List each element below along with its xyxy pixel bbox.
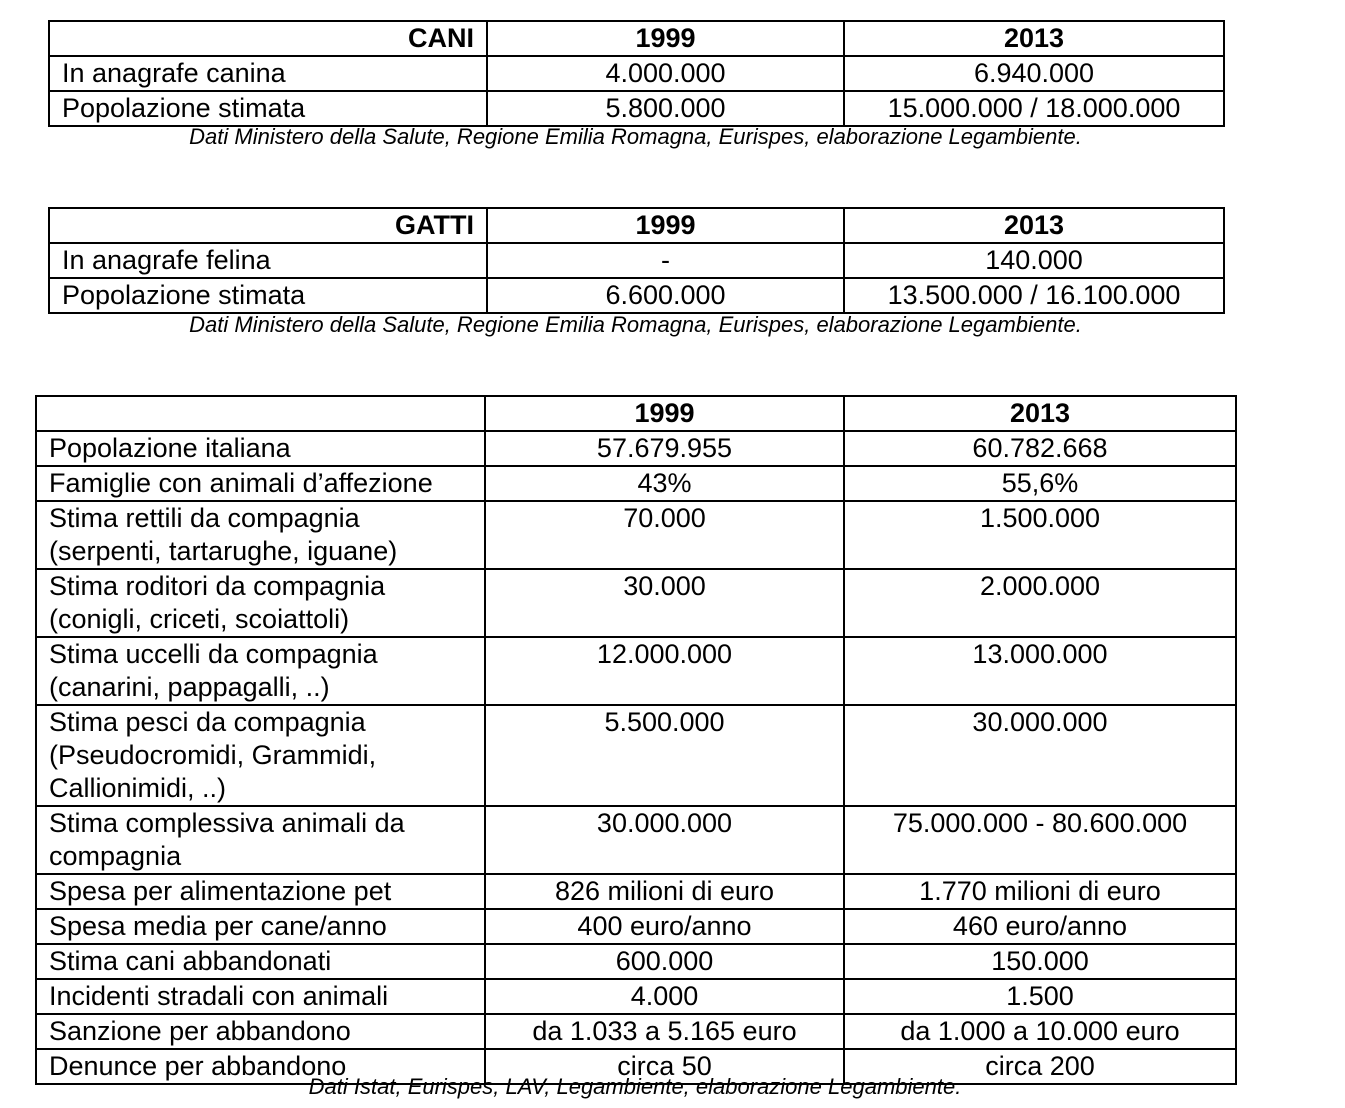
table-row bbox=[36, 1014, 1236, 1049]
table-row bbox=[36, 637, 1236, 705]
row-label-cell: Popolazione italiana bbox=[36, 431, 485, 466]
table-row bbox=[49, 91, 1224, 126]
row-label-cell: Incidenti stradali con animali bbox=[36, 979, 485, 1014]
table-row bbox=[36, 909, 1236, 944]
value-1999-cell: 400 euro/anno bbox=[485, 909, 844, 944]
value-1999-cell: 6.600.000 bbox=[487, 278, 844, 313]
value-2013-cell: 75.000.000 - 80.600.000 bbox=[844, 806, 1236, 874]
table-row bbox=[49, 278, 1224, 313]
row-label-cell: Stima pesci da compagnia (Pseudocromidi, Grammidi, Callionimidi, ..) bbox=[36, 705, 485, 806]
generale-table-caption: Dati Istat, Eurispes, LAV, Legambiente, elaborazione Legambiente. bbox=[308, 1074, 962, 1099]
value-1999-cell: circa 50 bbox=[485, 1049, 844, 1084]
row-label-cell: Stima uccelli da compagnia (canarini, pappagalli, ..) bbox=[36, 637, 485, 705]
value-2013-cell: da 1.000 a 10.000 euro bbox=[844, 1014, 1236, 1049]
header-row bbox=[49, 208, 1224, 243]
header-year-cell: 1999 bbox=[485, 396, 844, 431]
header-title-cell: CANI bbox=[49, 21, 487, 56]
header-year-cell: 1999 bbox=[487, 21, 844, 56]
cani-table bbox=[48, 20, 1225, 127]
row-label-cell: In anagrafe canina bbox=[49, 56, 487, 91]
gatti-table bbox=[48, 207, 1225, 314]
header-year-cell: 2013 bbox=[844, 21, 1224, 56]
row-label-cell: Stima rettili da compagnia (serpenti, tartarughe, iguane) bbox=[36, 501, 485, 569]
value-2013-cell: 55,6% bbox=[844, 466, 1236, 501]
value-1999-cell: 70.000 bbox=[485, 501, 844, 569]
value-1999-cell: 4.000.000 bbox=[487, 56, 844, 91]
table-row bbox=[36, 466, 1236, 501]
header-year-cell: 2013 bbox=[844, 208, 1224, 243]
header-title-cell: GATTI bbox=[49, 208, 487, 243]
table-row bbox=[49, 56, 1224, 91]
value-1999-cell: 12.000.000 bbox=[485, 637, 844, 705]
header-row bbox=[36, 396, 1236, 431]
row-label-cell: Famiglie con animali d’affezione bbox=[36, 466, 485, 501]
gatti-table-caption: Dati Ministero della Salute, Regione Emilia Romagna, Eurispes, elaborazione Legambiente. bbox=[189, 312, 1082, 337]
table-row bbox=[36, 431, 1236, 466]
value-1999-cell: 30.000.000 bbox=[485, 806, 844, 874]
row-label-cell: Popolazione stimata bbox=[49, 278, 487, 313]
value-2013-cell: 1.500.000 bbox=[844, 501, 1236, 569]
row-label-cell: Popolazione stimata bbox=[49, 91, 487, 126]
row-label-cell: In anagrafe felina bbox=[49, 243, 487, 278]
table-row bbox=[49, 243, 1224, 278]
row-label-cell: Sanzione per abbandono bbox=[36, 1014, 485, 1049]
value-2013-cell: 1.770 milioni di euro bbox=[844, 874, 1236, 909]
value-2013-cell: 30.000.000 bbox=[844, 705, 1236, 806]
table-row bbox=[36, 874, 1236, 909]
value-1999-cell: 826 milioni di euro bbox=[485, 874, 844, 909]
value-2013-cell: 460 euro/anno bbox=[844, 909, 1236, 944]
value-1999-cell: 57.679.955 bbox=[485, 431, 844, 466]
row-label-cell: Stima complessiva animali da compagnia bbox=[36, 806, 485, 874]
value-2013-cell: circa 200 bbox=[844, 1049, 1236, 1084]
row-label-cell: Stima roditori da compagnia (conigli, criceti, scoiattoli) bbox=[36, 569, 485, 637]
value-1999-cell: 4.000 bbox=[485, 979, 844, 1014]
value-1999-cell: 5.800.000 bbox=[487, 91, 844, 126]
value-1999-cell: 5.500.000 bbox=[485, 705, 844, 806]
table-row bbox=[36, 501, 1236, 569]
header-year-cell: 1999 bbox=[487, 208, 844, 243]
value-2013-cell: 2.000.000 bbox=[844, 569, 1236, 637]
header-row bbox=[49, 21, 1224, 56]
header-year-cell: 2013 bbox=[844, 396, 1236, 431]
value-1999-cell: 43% bbox=[485, 466, 844, 501]
row-label-cell: Denunce per abbandono bbox=[36, 1049, 485, 1084]
header-title-cell bbox=[36, 396, 485, 431]
table-row bbox=[36, 944, 1236, 979]
value-1999-cell: da 1.033 a 5.165 euro bbox=[485, 1014, 844, 1049]
row-label-cell: Spesa media per cane/anno bbox=[36, 909, 485, 944]
value-1999-cell: - bbox=[487, 243, 844, 278]
generale-table bbox=[35, 395, 1237, 1085]
cani-table-caption: Dati Ministero della Salute, Regione Emilia Romagna, Eurispes, elaborazione Legambiente. bbox=[189, 124, 1082, 149]
value-2013-cell: 13.000.000 bbox=[844, 637, 1236, 705]
value-2013-cell: 140.000 bbox=[844, 243, 1224, 278]
table-row bbox=[36, 806, 1236, 874]
value-2013-cell: 150.000 bbox=[844, 944, 1236, 979]
value-2013-cell: 60.782.668 bbox=[844, 431, 1236, 466]
value-2013-cell: 1.500 bbox=[844, 979, 1236, 1014]
row-label-cell: Stima cani abbandonati bbox=[36, 944, 485, 979]
table-row bbox=[36, 705, 1236, 806]
value-2013-cell: 15.000.000 / 18.000.000 bbox=[844, 91, 1224, 126]
row-label-cell: Spesa per alimentazione pet bbox=[36, 874, 485, 909]
value-1999-cell: 30.000 bbox=[485, 569, 844, 637]
table-row bbox=[36, 569, 1236, 637]
value-2013-cell: 6.940.000 bbox=[844, 56, 1224, 91]
value-1999-cell: 600.000 bbox=[485, 944, 844, 979]
value-2013-cell: 13.500.000 / 16.100.000 bbox=[844, 278, 1224, 313]
table-row bbox=[36, 979, 1236, 1014]
